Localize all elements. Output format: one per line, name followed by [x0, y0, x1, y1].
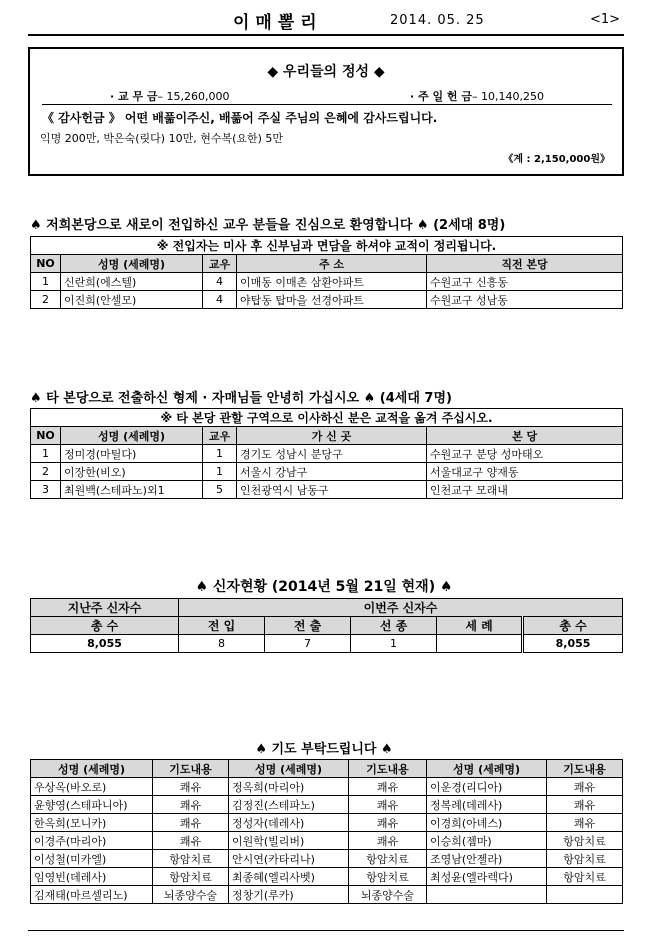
col-header: 직전 본당	[427, 255, 623, 273]
cell: 1	[31, 445, 61, 463]
col-header: 본 당	[427, 427, 623, 445]
prayer-header-row	[31, 760, 623, 778]
col-header: 성명 (세례명)	[427, 760, 547, 778]
col-header: 교우	[203, 427, 237, 445]
cell: 쾌유	[547, 796, 623, 814]
cell: 인천교구 모래내	[427, 481, 623, 499]
cell: 항암치료	[153, 850, 229, 868]
cell: 5	[203, 481, 237, 499]
col-header: 총 수	[31, 617, 179, 635]
table-row	[31, 445, 623, 463]
cell: 정옥희(마리아)	[229, 778, 349, 796]
table-row	[31, 291, 623, 309]
col-header: 기도내용	[153, 760, 229, 778]
cell: 최원백(스테파노)외1	[61, 481, 203, 499]
col-header: NO	[31, 255, 61, 273]
offering-box	[28, 47, 624, 176]
cell: 쾌유	[349, 814, 427, 832]
cell: 이장한(비오)	[61, 463, 203, 481]
thanks-line	[42, 104, 612, 126]
farewell-table	[30, 408, 623, 499]
status-values-row	[31, 635, 623, 653]
farewell-note: ※ 타 본당 관할 구역으로 이사하신 분은 교적을 옮겨 주십시오.	[31, 409, 623, 427]
sanctuary-fee-label: · 교 무 금	[110, 90, 158, 103]
cell: 수원교구 분당 성마태오	[427, 445, 623, 463]
cell: 경기도 성남시 분당구	[237, 445, 427, 463]
sunday-offering-label: · 주 일 헌 금	[410, 90, 473, 103]
cell: 3	[31, 481, 61, 499]
cell: 항암치료	[153, 868, 229, 886]
col-header: 세 례	[437, 617, 523, 635]
welcome-header-row	[31, 255, 623, 273]
farewell-title: ♠ 타 본당으로 전출하신 형제 · 자매님들 안녕히 가십시오 ♠ (4세대 7명)	[30, 391, 452, 406]
cell: 야탑동 탑마을 선경아파트	[237, 291, 427, 309]
bulletin-header	[28, 8, 624, 36]
thanks-label: 《 감사헌금 》	[42, 111, 121, 125]
col-header: 성명 (세례명)	[61, 427, 203, 445]
baptism-count	[437, 635, 523, 653]
table-row	[31, 796, 623, 814]
sunday-offering-amount: – 10,140,250	[472, 90, 544, 103]
cell: 뇌종양수술	[153, 886, 229, 904]
offering-total: 《계 : 2,150,000원》	[503, 154, 610, 165]
col-header: 기도내용	[547, 760, 623, 778]
welcome-table	[30, 236, 623, 309]
farewell-header-row	[31, 427, 623, 445]
cell: 신란희(에스텔)	[61, 273, 203, 291]
col-header: 교우	[203, 255, 237, 273]
status-title: ♠ 신자현황 (2014년 5월 21일 현재) ♠	[195, 579, 453, 595]
bulletin-date: 2014. 05. 25	[390, 13, 485, 28]
cell: 쾌유	[547, 778, 623, 796]
cell: 정성자(데레사)	[229, 814, 349, 832]
welcome-note: ※ 전입자는 미사 후 신부님과 면담을 하셔야 교적이 정리됩니다.	[31, 237, 623, 255]
col-header: NO	[31, 427, 61, 445]
cell: 이운경(리디아)	[427, 778, 547, 796]
cell: 최성윤(엘라렉다)	[427, 868, 547, 886]
col-header: 전 출	[265, 617, 351, 635]
cell: 쾌유	[153, 832, 229, 850]
cell: 안시연(카타리나)	[229, 850, 349, 868]
sunday-offering	[410, 88, 544, 104]
this-week-label: 이번주 신자수	[179, 599, 623, 617]
cell: 이승희(젬마)	[427, 832, 547, 850]
cell: 이원학(빌리버)	[229, 832, 349, 850]
cell: 이성철(미카엘)	[31, 850, 153, 868]
footer-rule	[28, 930, 624, 931]
cell: 쾌유	[153, 814, 229, 832]
table-row	[31, 850, 623, 868]
cell: 이진희(안셀모)	[61, 291, 203, 309]
col-header: 총 수	[523, 617, 623, 635]
bulletin-title: 이매뽈리	[233, 13, 323, 33]
cell: 1	[31, 273, 61, 291]
thanks-text: 어떤 배풂이주신, 배풂어 주실 주님의 은혜에 감사드립니다.	[124, 111, 438, 125]
cell: 윤향영(스테파니아)	[31, 796, 153, 814]
col-header: 가 신 곳	[237, 427, 427, 445]
cell: 한옥희(모니카)	[31, 814, 153, 832]
cell: 김정진(스테파노)	[229, 796, 349, 814]
col-header: 전 입	[179, 617, 265, 635]
welcome-title: ♠ 저희본당으로 새로이 전입하신 교우 분들을 진심으로 환영합니다 ♠ (2세대 8명)	[30, 218, 506, 233]
cell: 수원교구 신흥동	[427, 273, 623, 291]
cell: 이매동 이매촌 삼환아파트	[237, 273, 427, 291]
status-table	[30, 598, 623, 653]
cell: 정복례(데레사)	[427, 796, 547, 814]
page-number: <1>	[589, 12, 620, 27]
cell: 쾌유	[349, 778, 427, 796]
status-header-row	[31, 617, 623, 635]
table-row	[31, 832, 623, 850]
cell: 4	[203, 273, 237, 291]
donor-list: 익명 200만, 박은숙(릿다) 10만, 현수복(요한) 5만	[40, 132, 284, 145]
cell: 쾌유	[153, 796, 229, 814]
cell: 김재태(마르셀리노)	[31, 886, 153, 904]
cell: 1	[203, 463, 237, 481]
last-week-total: 8,055	[31, 635, 179, 653]
cell: 쾌유	[349, 832, 427, 850]
cell: 이경희(아녜스)	[427, 814, 547, 832]
cell: 수원교구 성남동	[427, 291, 623, 309]
cell: 항암치료	[547, 868, 623, 886]
cell: 이경주(마리아)	[31, 832, 153, 850]
this-week-total: 8,055	[523, 635, 623, 653]
table-row	[31, 273, 623, 291]
table-row	[31, 463, 623, 481]
col-header: 주 소	[237, 255, 427, 273]
cell	[547, 886, 623, 904]
cell: 우상옥(바오로)	[31, 778, 153, 796]
prayer-table	[30, 759, 623, 904]
col-header: 기도내용	[349, 760, 427, 778]
cell: 최종혜(엘리사벳)	[229, 868, 349, 886]
sanctuary-fee	[110, 88, 230, 104]
cell: 인천광역시 남동구	[237, 481, 427, 499]
cell: 서울대교구 양재동	[427, 463, 623, 481]
cell: 항암치료	[349, 868, 427, 886]
last-week-label: 지난주 신자수	[31, 599, 179, 617]
cell: 서울시 강남구	[237, 463, 427, 481]
table-row	[31, 778, 623, 796]
cell: 1	[203, 445, 237, 463]
cell: 뇌종양수술	[349, 886, 427, 904]
table-row	[31, 481, 623, 499]
sanctuary-fee-amount: – 15,260,000	[157, 90, 230, 103]
cell: 항암치료	[547, 850, 623, 868]
cell: 정미경(마틸다)	[61, 445, 203, 463]
col-header: 성명 (세례명)	[31, 760, 153, 778]
cell: 2	[31, 291, 61, 309]
moved-in-count: 8	[179, 635, 265, 653]
table-row	[31, 868, 623, 886]
table-row	[31, 814, 623, 832]
prayer-title: ♠ 기도 부탁드립니다 ♠	[255, 742, 393, 757]
cell: 4	[203, 291, 237, 309]
cell	[427, 886, 547, 904]
cell: 정창기(루카)	[229, 886, 349, 904]
col-header: 성명 (세례명)	[229, 760, 349, 778]
deceased-count: 1	[351, 635, 437, 653]
col-header: 선 종	[351, 617, 437, 635]
cell: 항암치료	[349, 850, 427, 868]
cell: 쾌유	[153, 778, 229, 796]
col-header: 성명 (세례명)	[61, 255, 203, 273]
cell: 2	[31, 463, 61, 481]
cell: 임영빈(데레사)	[31, 868, 153, 886]
moved-out-count: 7	[265, 635, 351, 653]
cell: 조영남(안젤라)	[427, 850, 547, 868]
cell: 쾌유	[547, 814, 623, 832]
cell: 항암치료	[547, 832, 623, 850]
table-row	[31, 886, 623, 904]
cell: 쾌유	[349, 796, 427, 814]
offering-title: ◆ 우리들의 정성 ◆	[267, 64, 385, 80]
